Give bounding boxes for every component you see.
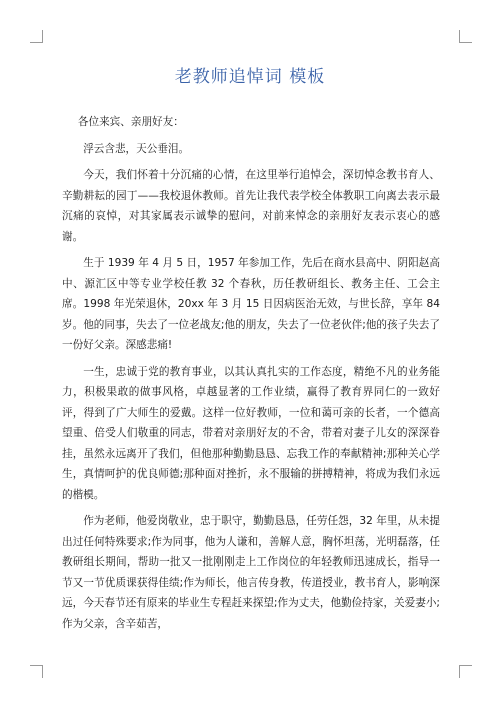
- crop-mark-bottom-right: [459, 665, 472, 678]
- crop-mark-top-right: [459, 30, 472, 43]
- document-body: [62, 112, 440, 634]
- paragraph-5: 作为老师，他爱岗敬业，忠于职守，勤勤恳恳，任劳任怨，32 年里，从未提出过任何特殊要求;作为同事，他为人谦和，善解人意，胸怀坦荡，光明磊落，任教研组长期间，帮助一批又一批刚刚走上工作岗位的年轻教师迅速成长，指导一节又一节优质课获得佳绩;作为师长，他言传身教，传道授业，教书育人，影响深远，今天春节还有原来的毕业生专程赶来探望;作为丈夫，他勤俭持家，关爱妻小;作为父亲，含辛茹苦，: [62, 515, 440, 630]
- paragraph-3: 生于 1939 年 4 月 5 日，1957 年参加工作，先后在商水县高中、阴阳赵高中、源汇区中等专业学校任教 32 个春秋，历任教研组长、教务主任、工会主席。1998 年光荣退休，20xx 年 3 月 15 日因病医治无效，与世长辞，享年 84 岁。他的同事，失去了一位老战友;他的朋友，失去了一位老伙伴;他的孩子失去了一份好父亲。深感悲痛!: [62, 257, 440, 351]
- paragraph-1: 浮云含悲，天公垂泪。: [83, 142, 190, 155]
- document-title: 老教师追悼词 模板: [174, 67, 326, 87]
- greeting-line: 各位来宾、亲朋好友：: [77, 116, 184, 128]
- crop-mark-bottom-left: [30, 665, 43, 678]
- paragraph-2: 今天，我们怀着十分沉痛的心情，在这里举行追悼会，深切悼念教书育人、辛勤耕耘的园丁——我校退休教师。首先让我代表学校全体教职工向离去表示最沉痛的哀悼，对其家属表示诚挚的慰问，对前来悼念的亲朋好友表示衷心的感谢。: [62, 169, 440, 243]
- paragraph-4: 一生，忠诚于党的教育事业，以其认真扎实的工作态度，精绝不凡的业务能力，积极果敢的做事风格，卓越显著的工作业绩，赢得了教育界同仁的一致好评，得到了广大师生的爱戴。这样一位好教师，一位和蔼可亲的长者，一个德高望重、倍受人们敬重的同志，带着对亲朋好友的不舍，带着对妻子儿女的深深眷挂，虽然永远离开了我们，但他那种勤勤恳恳、忘我工作的奉献精神;那种关心学生，真情呵护的优良师德;那种面对挫折，永不服输的拼搏精神，将成为我们永远的楷模。: [62, 365, 440, 501]
- crop-mark-top-left: [30, 30, 43, 43]
